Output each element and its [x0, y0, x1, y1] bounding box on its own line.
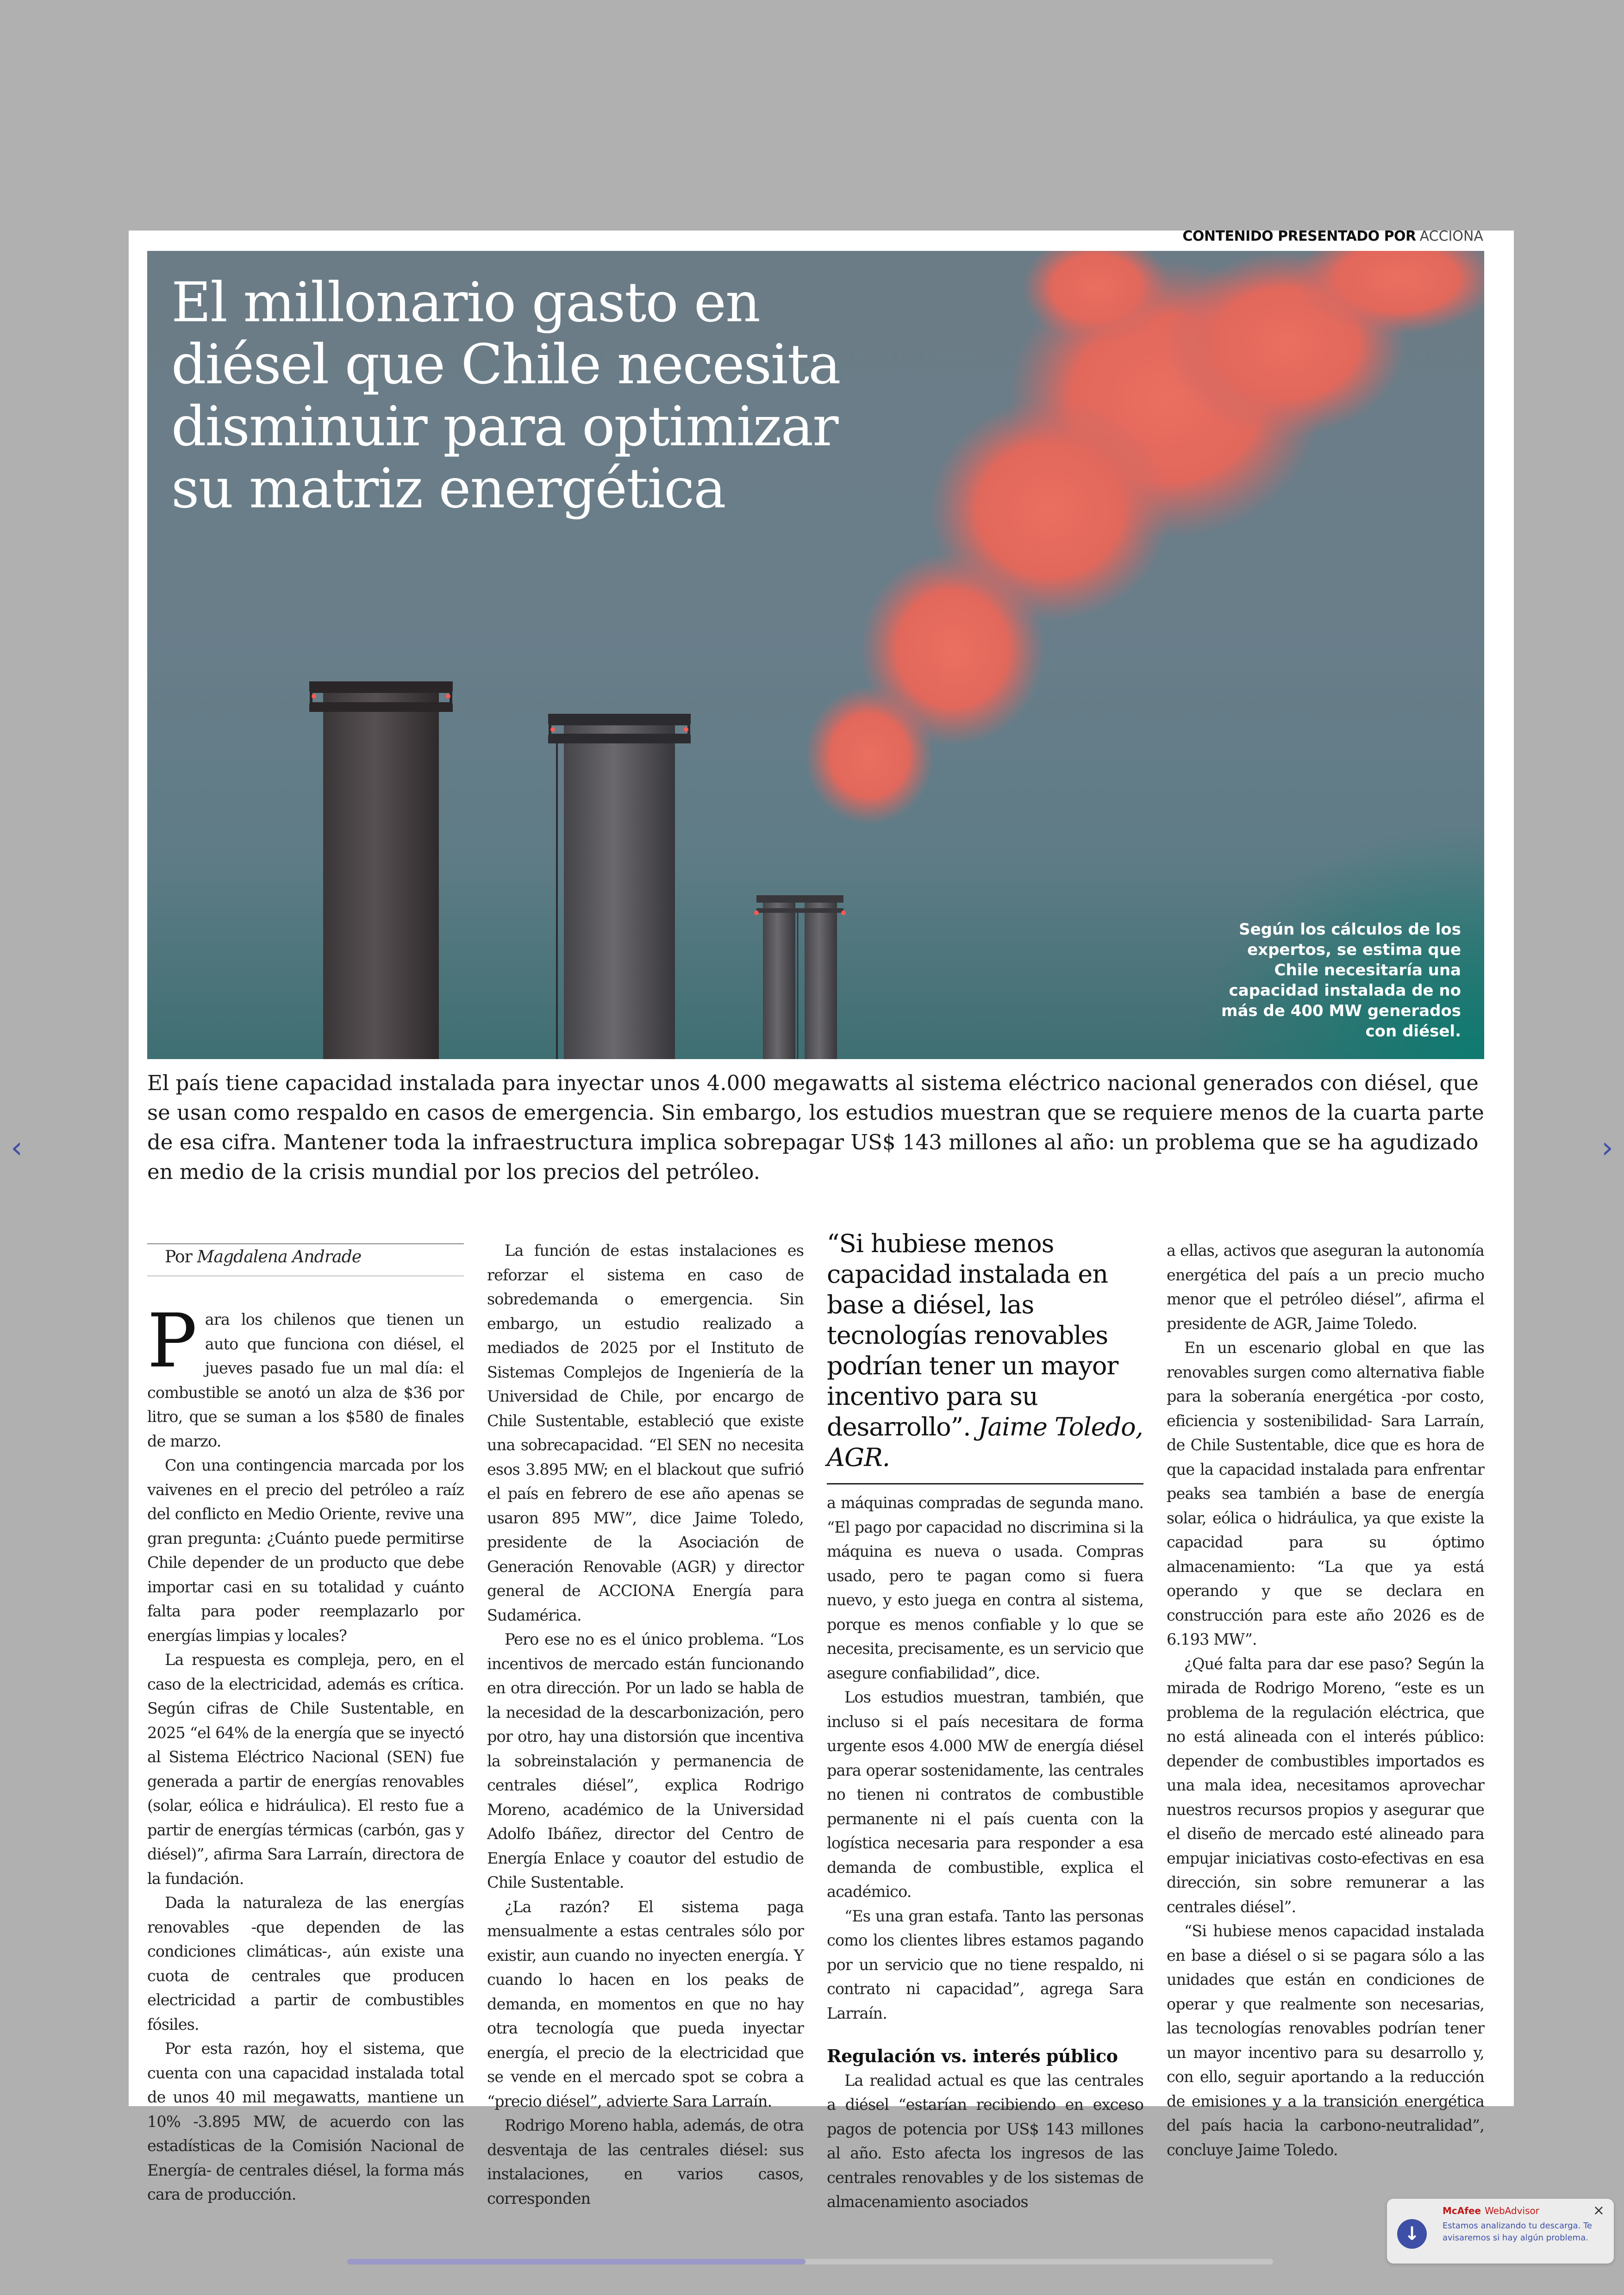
- pull-quote-rule: [827, 1483, 1143, 1484]
- paragraph: a ellas, activos que aseguran la autonomía energética del país a un precio mucho menor que el petróleo diésel”, afirma el presidente de AGR, Jaime Toledo.: [1167, 1241, 1484, 1333]
- pull-quote-text: “Si hubiese menos capacidad instalada en base a diésel, las tecnologías renovables podrían tener un mayor incentivo para su desarrollo”.: [827, 1229, 1118, 1441]
- smokestack-left: [309, 681, 453, 1059]
- horizontal-scrollbar[interactable]: [347, 2259, 1273, 2264]
- section-subheading: Regulación vs. interés público: [827, 2046, 1118, 2066]
- sponsor-prefix: CONTENIDO PRESENTADO POR: [1182, 228, 1416, 244]
- smokestack-small-pair: [754, 895, 846, 1059]
- paragraph-text: ara los chilenos que tienen un auto que funciona con diésel, el jueves pasado fue un mal día: el combustible se anotó un alza de $36 por litro, que se suman a los $580 de finales de marzo.: [147, 1310, 464, 1450]
- close-icon[interactable]: ×: [1593, 2202, 1605, 2219]
- paragraph: ¿Qué falta para dar ese paso? Según la mirada de Rodrigo Moreno, “este es un problema de la regulación eléctrica, que no está alineada con el interés público: depender de combustibles importados es una mala idea, necesitamos aprovechar nuestros recursos propios y asegurar que el diseño de mercado esté alineado para empujar iniciativas costo-efectivas en esa dirección, sin sobre remunerar a las centrales diésel”.: [1167, 1654, 1484, 1916]
- smokestack-middle: [548, 714, 691, 1059]
- toast-product: WebAdvisor: [1485, 2205, 1539, 2216]
- paragraph: La realidad actual es que las centrales a diésel “estarían recibiendo en exceso pagos de potencia por US$ 143 millones al año. Esto afecta los ingresos de las centrales renovables y de los sistemas de almacenamiento asociados: [827, 2071, 1143, 2211]
- hero-photo: [147, 251, 1484, 1059]
- download-scan-toast: [1387, 2199, 1614, 2264]
- paragraph: “Es una gran estafa. Tanto las personas como los clientes libres estamos pagando por un servicio que no tiene respaldo, ni contrato ni capacidad”, agrega Sara Larraín.: [827, 1907, 1143, 2022]
- article-column-3: [827, 1229, 1143, 2214]
- sponsor-brand: ACCIONA: [1419, 228, 1483, 244]
- sponsor-label: [1182, 220, 1483, 253]
- article-column-1: [147, 1239, 464, 2207]
- paragraph: a máquinas compradas de segunda mano. “El pago por capacidad no discrimina si la máquina es nueva o usada. Compras usado, pero te pagan como si fuera nuevo, y esto juega en contra al sistema, porque es menos confiable y lo que se necesita, precisamente, es un servicio que asegure confiabilidad”, dice.: [827, 1494, 1143, 1682]
- article-column-2: [487, 1239, 804, 2211]
- author-name: Magdalena Andrade: [197, 1247, 362, 1266]
- paragraph: “Si hubiese menos capacidad instalada en base a diésel o si se pagara sólo a las unidades que están en condiciones de operar y que realmente son necesarias, las tecnologías renovables podrían tener un mayor incentivo para su desarrollo y, con ello, seguir aportando a la reducción de emisiones y a la transición energética del país hacia la carbono-neutralidad”, concluye Jaime Toledo.: [1167, 1922, 1484, 2159]
- paragraph: La función de estas instalaciones es reforzar el sistema en caso de sobredemanda o emergencia. Sin embargo, un estudio realizado a mediados de 2025 por el Instituto de Sistemas Complejos de Ingeniería de la Universidad de Chile, por encargo de Chile Sustentable, estableció que existe una sobrecapacidad. “El SEN no necesita esos 3.895 MW; en el blackout que sufrió el país en febrero de ese año apenas se usaron 895 MW”, dice Jaime Toledo, presidente de la Asociación de Generación Renovable (AGR) y director general de ACCIONA Energía para Sudamérica.: [487, 1241, 804, 1624]
- toast-brand-name: McAfee: [1443, 2205, 1481, 2216]
- paragraph: La respuesta es compleja, pero, en el caso de la electricidad, además es crítica. Según cifras de Chile Sustentable, en 2025 “el 64% de la energía que se inyectó al Sistema Eléctrico Nacional (SEN) fue generada a partir de energías renovables (solar, eólica e hidráulica). El resto fue a partir de energías térmicas (carbón, gas y diésel)”, afirma Sara Larraín, directora de la fundación.: [147, 1651, 464, 1888]
- toast-message: Estamos analizando tu descarga. Te avisaremos si hay algún problema.: [1443, 2221, 1592, 2243]
- toast-brand: [1443, 2205, 1539, 2216]
- byline: [147, 1244, 464, 1270]
- article-lead: El país tiene capacidad instalada para inyectar unos 4.000 megawatts al sistema eléctrico nacional generados con diésel, que se usan como respaldo en casos de emergencia. Sin embargo, los estudios muestran que se requiere menos de la cuarta parte de esa cifra. Mantener toda la infraestructura implica sobrepagar US$ 143 millones al año: un problema que se ha agudizado en medio de la crisis mundial por los precios del petróleo.: [147, 1071, 1484, 1184]
- article-column-4: [1167, 1239, 1484, 2162]
- article-title: El millonario gasto en diésel que Chile necesita disminuir para optimizar su matriz energética: [171, 270, 840, 520]
- paragraph: ¿La razón? El sistema paga mensualmente a estas centrales sólo por existir, aun cuando no inyecten energía. Y cuando lo hacen en los peaks de demanda, en momentos en que no hay otra tecnología que pueda inyectar energía, el precio de la electricidad que se vende en el mercado spot se cobra a “precio diésel”, advierte Sara Larraín.: [487, 1897, 804, 2110]
- paragraph: En un escenario global en que las renovables surgen como alternativa fiable para la soberanía energética -por costo, eficiencia y sostenibilidad- Sara Larraín, de Chile Sustentable, dice que es hora de que la capacidad instalada para enfrentar peaks sea también a base de energía solar, eólica o hidráulica, ya que existe la capacidad para su óptimo almacenamiento: “La que ya está operando y que se declara en construcción para este año 2026 es de 6.193 MW”.: [1167, 1339, 1484, 1648]
- drop-cap: P: [147, 1297, 197, 1384]
- paragraph: Dada la naturaleza de las energías renovables -que dependen de las condiciones climáticas-, aún existe una cuota de centrales que producen electricidad a partir de combustibles fósiles.: [147, 1894, 464, 2033]
- paragraph: Por esta razón, hoy el sistema, que cuenta con una capacidad instalada total de unos 40 mil megawatts, mantiene un 10% -3.895 MW, de acuerdo con las estadísticas de la Comisión Nacional de Energía- de centrales diésel, la forma más cara de producción.: [147, 2039, 464, 2203]
- scrollbar-thumb[interactable]: [347, 2259, 806, 2264]
- pull-quote-author: Jaime Toledo, AGR.: [827, 1412, 1143, 1472]
- byline-prefix: Por: [165, 1247, 192, 1266]
- paragraph: Pero ese no es el único problema. “Los incentivos de mercado están funcionando en otra dirección. Por un lado se habla de la necesidad de la descarbonización, pero por otro, hay una distorsión que incentiva la sobreinstalación y permanencia de centrales diésel”, explica Rodrigo Moreno, académico de la Universidad Adolfo Ibáñez, director del Centro de Energía Enlace y coautor del estudio de Chile Sustentable.: [487, 1630, 804, 1891]
- photo-caption: Según los cálculos de los expertos, se estima que Chile necesitaría una capacidad instalada de no más de 400 MW generados con diésel.: [1221, 920, 1461, 1041]
- smoke-plume: [805, 251, 1484, 825]
- paragraph: Rodrigo Moreno habla, además, de otra desventaja de las centrales diésel: sus instalaciones, en varios casos, corresponden: [487, 2116, 804, 2208]
- next-page-chevron-icon[interactable]: ›: [1601, 1131, 1613, 1165]
- paragraph: [147, 1297, 464, 1453]
- pull-quote: [827, 1229, 1143, 1473]
- paragraph: Los estudios muestran, también, que incluso si el país necesitara de forma urgente esos 4.000 MW de energía diésel para operar sostenidamente, las centrales no tienen ni contratos de combustible permanente ni el país cuenta con la logística necesaria para responder a esa demanda de combustible, explica el académico.: [827, 1688, 1143, 1901]
- download-icon: [1397, 2219, 1427, 2249]
- paragraph: Con una contingencia marcada por los vaivenes en el precio del petróleo a raíz del conflicto en Medio Oriente, revive una gran pregunta: ¿Cuánto puede permitirse Chile depender de un producto que debe importar casi en su totalidad y cuánto falta para poder reemplazarlo por energías limpias y locales?: [147, 1456, 464, 1645]
- previous-page-chevron-icon[interactable]: ‹: [11, 1131, 23, 1165]
